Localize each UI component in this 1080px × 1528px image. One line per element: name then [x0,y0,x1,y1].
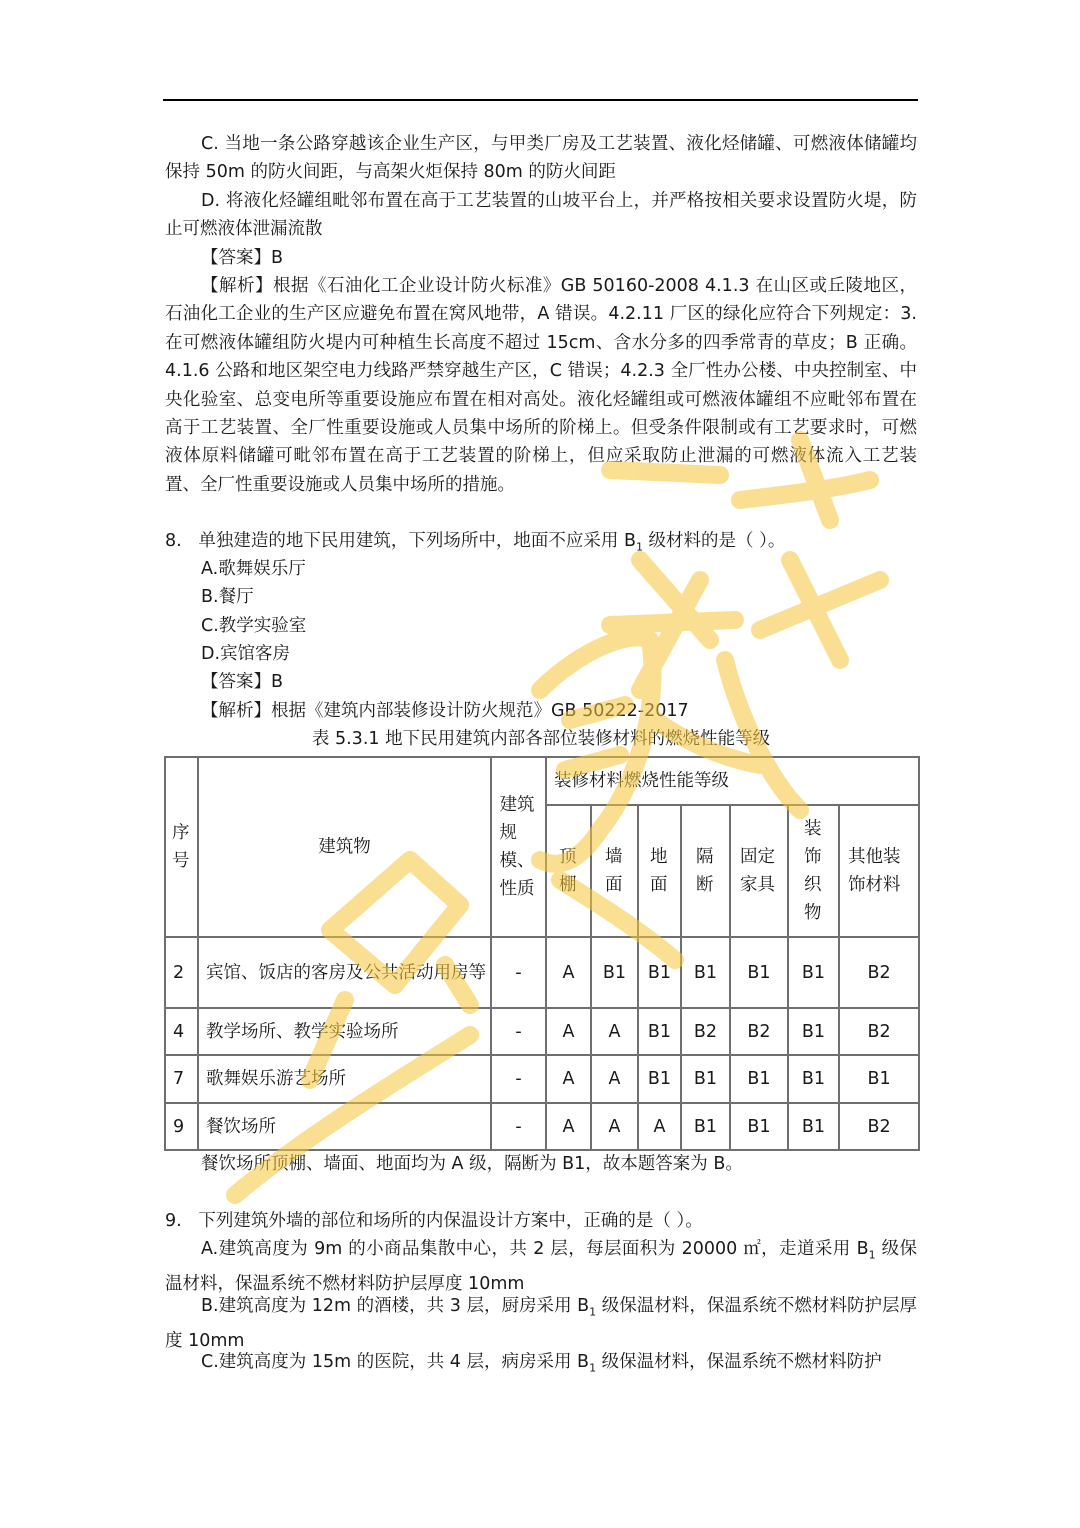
cell-name: 餐饮场所 [198,1103,491,1150]
q9-option-a [165,1235,917,1298]
header-no: 序号 [165,757,198,937]
subscript: 1 [589,1305,597,1319]
cell-furniture: B2 [730,1008,788,1055]
header-partition: 隔断 [681,805,730,937]
q7-answer: 【答案】B [201,248,284,268]
cell-name: 宾馆、饭店的客房及公共活动用房等 [198,937,491,1008]
cell-no: 4 [165,1008,198,1055]
cell-furniture: B1 [730,1055,788,1103]
cell-partition: B1 [681,1103,730,1150]
watermark-stroke [760,580,880,630]
cell-furniture: B1 [730,937,788,1008]
cell-fabric: B1 [788,937,839,1008]
subscript: 1 [868,1248,876,1262]
table-row [165,1008,919,1055]
watermark-stroke [640,580,700,690]
watermark-stroke [640,560,710,640]
cell-partition: B1 [681,937,730,1008]
q8-stem-subscript: 1 [635,540,643,554]
cell-fabric: B1 [788,1008,839,1055]
cell-name: 歌舞娱乐游艺场所 [198,1055,491,1103]
cell-fabric: B1 [788,1055,839,1103]
q9-option-c [165,1348,917,1383]
q9-option-b-text-end: 级保温材料，保温系统不燃材料防护层厚度 10mm [165,1296,918,1351]
header-floor: 地面 [638,805,681,937]
q8-option-c: C.教学实验室 [201,616,307,636]
header-scale: 建筑规模、性质 [491,757,546,937]
q8-stem-text-end: 级材料的是（ ）。 [642,531,786,551]
cell-other: B1 [839,1055,919,1103]
header-building: 建筑物 [198,757,491,937]
q8-analysis: 【解析】根据《建筑内部装修设计防火规范》GB 50222-2017 [201,701,689,721]
header-ceiling: 顶棚 [546,805,591,937]
q7-option-d: D. 将液化烃罐组毗邻布置在高于工艺装置的山坡平台上，并严格按相关要求设置防火堤，防止可燃液体泄漏流散 [165,191,917,240]
table-row [165,937,919,1008]
header-rule [163,99,918,101]
cell-floor: B1 [638,937,681,1008]
fire-rating-table [164,756,920,1151]
q9-stem: 9. 下列建筑外墙的部位和场所的内保温设计方案中，正确的是（ ）。 [165,1211,703,1231]
cell-other: B2 [839,1008,919,1055]
cell-no: 7 [165,1055,198,1103]
cell-wall: A [591,1103,638,1150]
cell-wall: A [591,1008,638,1055]
q8-stem-text: 8. 单独建造的地下民用建筑，下列场所中，地面不应采用 B [165,531,636,551]
cell-partition: B1 [681,1055,730,1103]
cell-scale: - [491,1008,546,1055]
cell-floor: B1 [638,1055,681,1103]
cell-name: 教学场所、教学实验场所 [198,1008,491,1055]
cell-furniture: B1 [730,1103,788,1150]
q8-conclusion: 餐饮场所顶棚、墙面、地面均为 A 级，隔断为 B1，故本题答案为 B。 [201,1154,743,1174]
cell-floor: B1 [638,1008,681,1055]
q7-option-c: C. 当地一条公路穿越该企业生产区，与甲类厂房及工艺装置、液化烃储罐、可燃液体储罐均保持 50m 的防火间距，与高架火炬保持 80m 的防火间距 [165,134,917,183]
q9-option-b-text: B.建筑高度为 12m 的酒楼，共 3 层，厨房采用 B [201,1296,590,1316]
table-header-row [165,757,919,805]
q8-answer: 【答案】B [201,672,284,692]
header-group: 装修材料燃烧性能等级 [546,757,919,805]
q9-option-c-text-end: 级保温材料，保温系统不燃材料防护 [596,1352,882,1372]
cell-wall: A [591,1055,638,1103]
cell-other: B2 [839,1103,919,1150]
cell-other: B2 [839,937,919,1008]
cell-ceiling: A [546,1055,591,1103]
watermark-stroke [790,560,840,660]
cell-ceiling: A [546,1103,591,1150]
q7-analysis: 【解析】根据《石油化工企业设计防火标准》GB 50160-2008 4.1.3 在山区或丘陵地区，石油化工企业的生产区应避免布置在窝风地带，A 错误。4.2.11 厂区的绿化应符合下列规定：3. 在可燃液体罐组防火堤内可种植生长高度不超过 15cm、含水分多的四季常青的草皮；B 正确。4.1.6 公路和地区架空电力线路严禁穿越生产区，C 错误；4.2.3 全厂性办公楼、中央控制室、中央化验室、总变电所等重要设施应布置在相对高处。液化烃罐组或可燃液体罐组不应毗邻布置在高于工艺装置、全厂性重要设施或人员集中场所的阶梯上。但受条件限制或有工艺要求时，可燃液体原料储罐可毗邻布置在高于工艺装置的阶梯上，但应采取防止泄漏的可燃液体流入工艺装置、全厂性重要设施或人员集中场所的措施。 [165,276,917,495]
cell-no: 9 [165,1103,198,1150]
cell-floor: A [638,1103,681,1150]
q9-option-b [165,1292,917,1355]
cell-scale: - [491,1103,546,1150]
header-furniture: 固定家具 [730,805,788,937]
q8-option-a: A.歌舞娱乐厅 [201,559,306,579]
table-caption: 表 5.3.1 地下民用建筑内部各部位装修材料的燃烧性能等级 [311,729,771,749]
subscript: 1 [589,1361,597,1375]
cell-ceiling: A [546,1008,591,1055]
header-wall: 墙面 [591,805,638,937]
watermark-stroke [610,620,735,625]
cell-wall: B1 [591,937,638,1008]
cell-no: 2 [165,937,198,1008]
table-row [165,1103,919,1150]
q9-option-a-text: A.建筑高度为 9m 的小商品集散中心，共 2 层，每层面积为 20000 ㎡，走道采用 B [201,1239,869,1259]
cell-scale: - [491,1055,546,1103]
header-fabric: 装饰织物 [788,805,839,937]
cell-ceiling: A [546,937,591,1008]
cell-scale: - [491,937,546,1008]
q8-option-d: D.宾馆客房 [201,644,291,664]
q8-option-b: B.餐厅 [201,587,254,607]
q9-option-a-text-end: 级保温材料，保温系统不燃材料防护层厚度 10mm [165,1239,917,1294]
q9-option-c-text: C.建筑高度为 15m 的医院，共 4 层，病房采用 B [201,1352,590,1372]
table-row [165,1055,919,1103]
cell-partition: B2 [681,1008,730,1055]
header-other: 其他装饰材料 [839,805,919,937]
cell-fabric: B1 [788,1103,839,1150]
